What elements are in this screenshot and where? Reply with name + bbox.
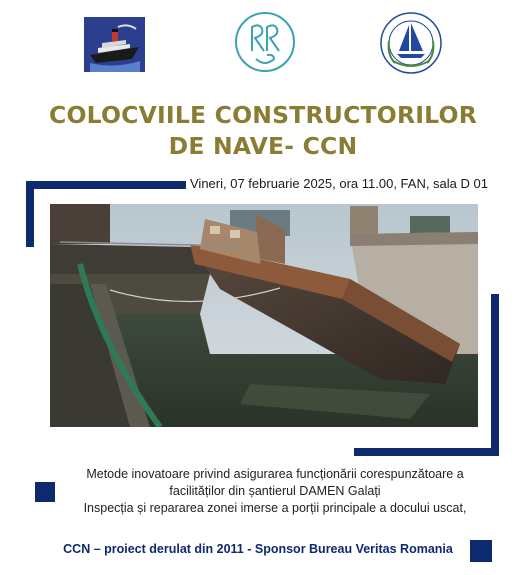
description-line-2: facilităților din șantierul DAMEN Galați [169, 484, 381, 498]
page-title [0, 100, 526, 162]
decor-square-right [470, 540, 492, 562]
frame-bar-left [26, 181, 34, 247]
title-line-1: COLOCVIILE CONSTRUCTORILOR [49, 101, 477, 129]
rg-monogram-logo-icon [234, 11, 296, 73]
presentation-description [55, 466, 495, 517]
university-galati-sailboat-logo-icon [379, 11, 443, 75]
footer-sponsor-text: CCN – proiect derulat din 2011 - Sponsor Bureau Veritas Romania [63, 542, 453, 556]
title-line-2: DE NAVE- CCN [168, 132, 358, 160]
frame-bar-right [491, 294, 499, 456]
description-line-1: Metode inovatoare privind asigurarea funcționării corespunzătoare a [86, 467, 464, 481]
decor-square-left [35, 482, 55, 502]
frame-bar-bottom [354, 448, 499, 456]
description-line-3: Inspecția și repararea zonei imerse a porții principale a docului uscat, [83, 501, 467, 515]
dry-dock-photo [50, 204, 478, 427]
ship-logo-icon [84, 17, 145, 72]
event-info: Vineri, 07 februarie 2025, ora 11.00, FAN, sala D 01 [190, 176, 488, 191]
frame-bar-top [26, 181, 186, 189]
